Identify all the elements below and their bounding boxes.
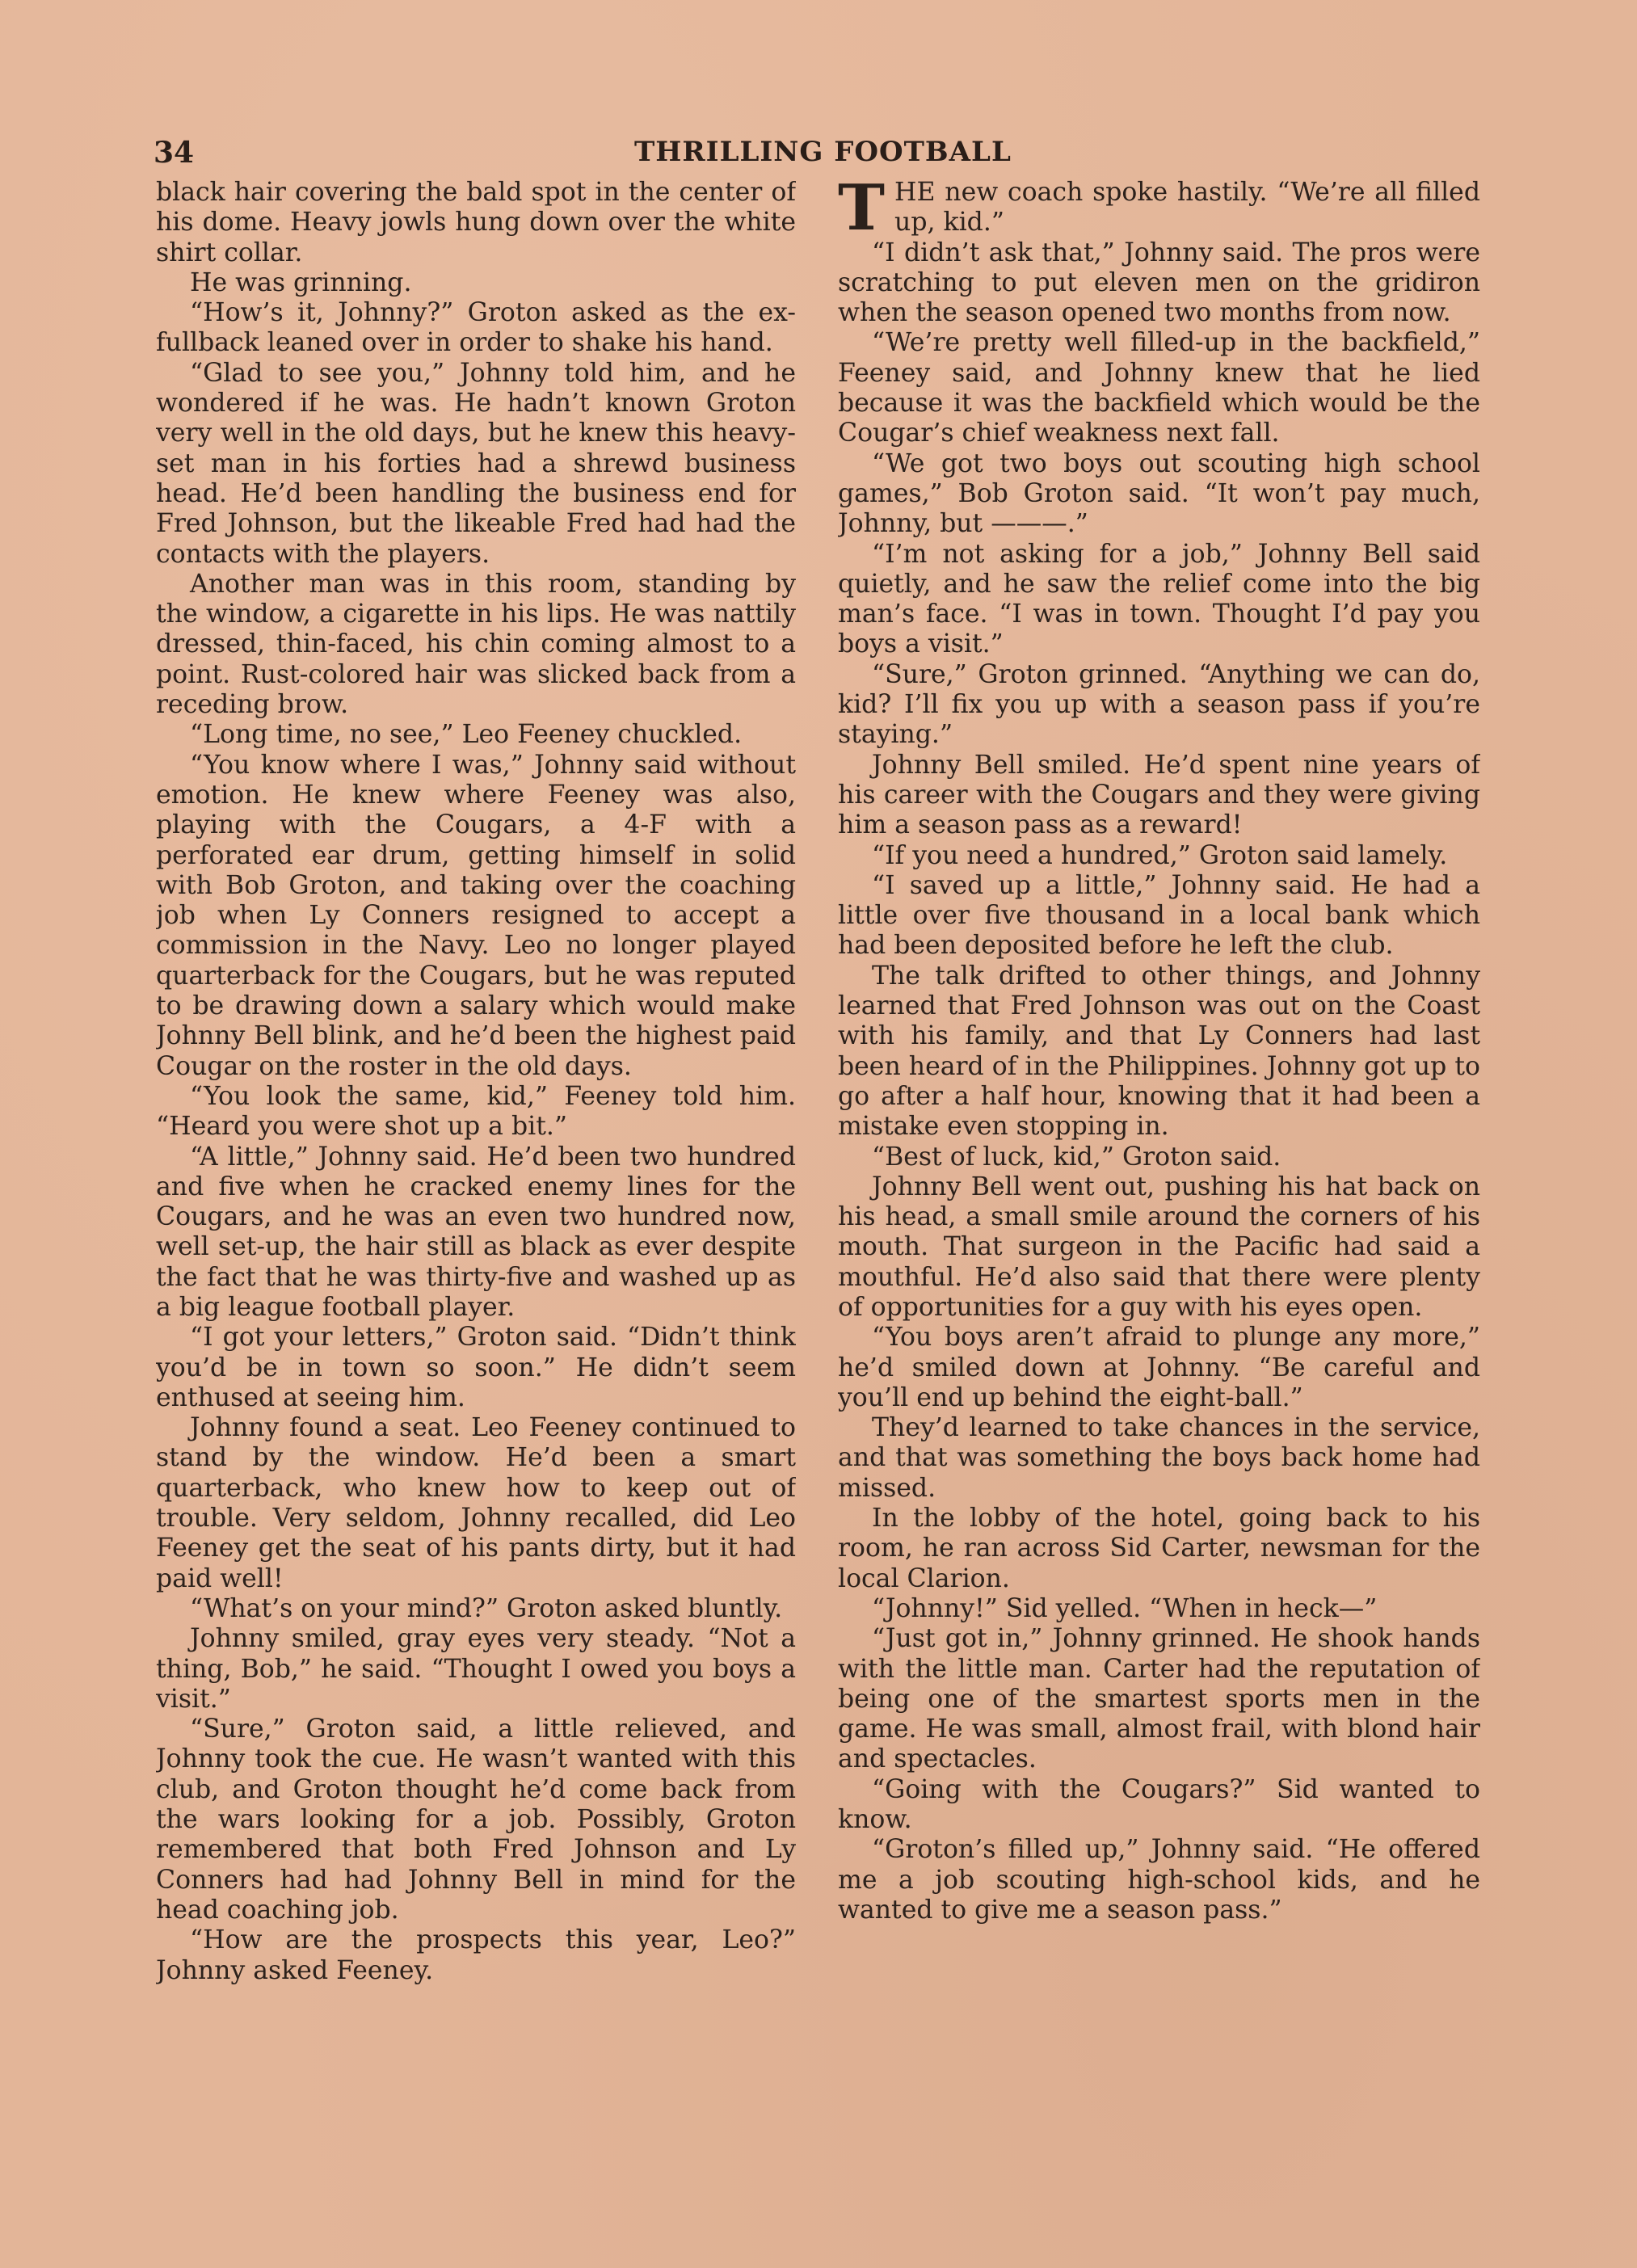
paragraph: “How are the prospects this year, Leo?” Johnny asked Feeney. xyxy=(156,1925,796,1985)
paragraph: “Best of luck, kid,” Groton said. xyxy=(872,1142,1281,1172)
opening-text: HE new coach spoke hastily. “We’re all filled up, kid.” xyxy=(894,178,1480,238)
paragraph: Johnny Bell smiled. He’d spent nine years of his career with the Cougars and they were giving him a season pass as a reward! xyxy=(838,750,1480,840)
paragraph: Johnny Bell went out, pushing his hat back on his head, a small smile around the corners of his mouth. That surgeon in the Pacific had said a mouthful. He’d also said that there were plenty of opportunities for a guy with his eyes open. xyxy=(838,1172,1480,1322)
left-column xyxy=(156,178,796,2141)
page-number: 34 xyxy=(154,136,195,170)
paragraph: “I saved up a little,” Johnny said. He had a little over five thousand in a local bank which had been deposited before he left the club. xyxy=(838,870,1480,961)
page-header xyxy=(154,136,1479,176)
paragraph: “Long time, no see,” Leo Feeney chuckled. xyxy=(190,720,743,750)
paragraph: “I got your letters,” Groton said. “Didn’t think you’d be in town so soon.” He didn’t seem enthused at seeing him. xyxy=(156,1323,796,1412)
paragraph: “You look the same, kid,” Feeney told him. “Heard you were shot up a bit.” xyxy=(156,1081,796,1142)
right-column xyxy=(838,178,1480,2141)
paragraph: “Johnny!” Sid yelled. “When in heck—” xyxy=(872,1593,1378,1623)
paragraph: In the lobby of the hotel, going back to his room, he ran across Sid Carter, newsman for the local Clarion. xyxy=(838,1504,1480,1593)
paragraph: The talk drifted to other things, and Johnny learned that Fred Johnson was out on the Coast with his family, and that Ly Conners had last been heard of in the Philippines. Johnny got up to go after a half hour, knowing that it had been a mistake even stopping in. xyxy=(838,961,1480,1142)
paragraph: Johnny found a seat. Leo Feeney continued to stand by the window. He’d been a smart quarterback, who knew how to keep out of trouble. Very seldom, Johnny recalled, did Leo Feeney get the seat of his pants dirty, but it had paid well! xyxy=(156,1413,796,1593)
paragraph: “Going with the Cougars?” Sid wanted to know. xyxy=(838,1774,1480,1835)
paragraph: “You know where I was,” Johnny said without emotion. He knew where Feeney was also, playing with the Cougars, a 4-F with a perforated ear drum, getting himself in solid with Bob Groton, and taking over the coaching job when Ly Conners resigned to accept a commission in the Navy. Leo no longer played quarterback for the Cougars, but he was reputed to be drawing down a salary which would make Johnny Bell blink, and he’d been the highest paid Cougar on the roster in the old days. xyxy=(156,750,796,1081)
paragraph: “If you need a hundred,” Groton said lamely. xyxy=(872,840,1448,870)
running-title: THRILLING FOOTBALL xyxy=(634,136,1012,168)
paragraph: “What’s on your mind?” Groton asked bluntly. xyxy=(190,1593,783,1623)
paragraph: “Groton’s filled up,” Johnny said. “He offered me a job scouting high-school kids, and he wanted to give me a season pass.” xyxy=(838,1835,1480,1925)
drop-cap: T xyxy=(838,178,886,245)
paragraph: “Sure,” Groton said, a little relieved, and Johnny took the cue. He wasn’t wanted with this club, and Groton thought he’d come back from the wars looking for a job. Possibly, Groton remembered that both Fred Johnson and Ly Conners had had Johnny Bell in mind for the head coaching job. xyxy=(156,1715,796,1925)
paragraph: “A little,” Johnny said. He’d been two hundred and five when he cracked enemy lines for the Cougars, and he was an even two hundred now, well set-up, the hair still as black as ever despite the fact that he was thirty-five and washed up as a big league football player. xyxy=(156,1142,796,1322)
paragraph: “We got two boys out scouting high school games,” Bob Groton said. “It won’t pay much, Johnny, but ———.” xyxy=(838,448,1480,539)
paragraph: They’d learned to take chances in the service, and that was something the boys back home had missed. xyxy=(838,1413,1480,1503)
opening-paragraph xyxy=(838,178,1480,245)
paragraph: “Glad to see you,” Johnny told him, and he wondered if he was. He hadn’t known Groton very well in the old days, but he knew this heavy-set man in his forties had a shrewd business head. He’d been handling the business end for Fred Johnson, but the likeable Fred had had the contacts with the players. xyxy=(156,358,796,569)
paragraph: Another man was in this room, standing by the window, a cigarette in his lips. He was nattily dressed, thin-faced, his chin coming almost to a point. Rust-colored hair was slicked back from a receding brow. xyxy=(156,569,796,720)
paragraph: Johnny smiled, gray eyes very steady. “Not a thing, Bob,” he said. “Thought I owed you boys a visit.” xyxy=(156,1624,796,1714)
paragraph: “We’re pretty well filled-up in the backfield,” Feeney said, and Johnny knew that he lied because it was the backfield which would be the Cougar’s chief weakness next fall. xyxy=(838,328,1480,448)
paragraph: “Just got in,” Johnny grinned. He shook hands with the little man. Carter had the reputation of being one of the smartest sports men in the game. He was small, almost frail, with blond hair and spectacles. xyxy=(838,1624,1480,1774)
paragraph: “I’m not asking for a job,” Johnny Bell said quietly, and he saw the relief come into the big man’s face. “I was in town. Thought I’d pay you boys a visit.” xyxy=(838,539,1480,659)
paragraph: “Sure,” Groton grinned. “Anything we can do, kid? I’ll fix you up with a season pass if you’re staying.” xyxy=(838,659,1480,750)
paragraph: “You boys aren’t afraid to plunge any more,” he’d smiled down at Johnny. “Be careful and you’ll end up behind the eight-ball.” xyxy=(838,1323,1480,1412)
paragraph: “How’s it, Johnny?” Groton asked as the ex-fullback leaned over in order to shake his hand. xyxy=(156,298,796,358)
paragraph: black hair covering the bald spot in the center of his dome. Heavy jowls hung down over the white shirt collar. xyxy=(156,178,796,267)
paragraph: “I didn’t ask that,” Johnny said. The pros were scratching to put eleven men on the gridiron when the season opened two months from now. xyxy=(838,238,1480,328)
paragraph: He was grinning. xyxy=(190,267,412,297)
